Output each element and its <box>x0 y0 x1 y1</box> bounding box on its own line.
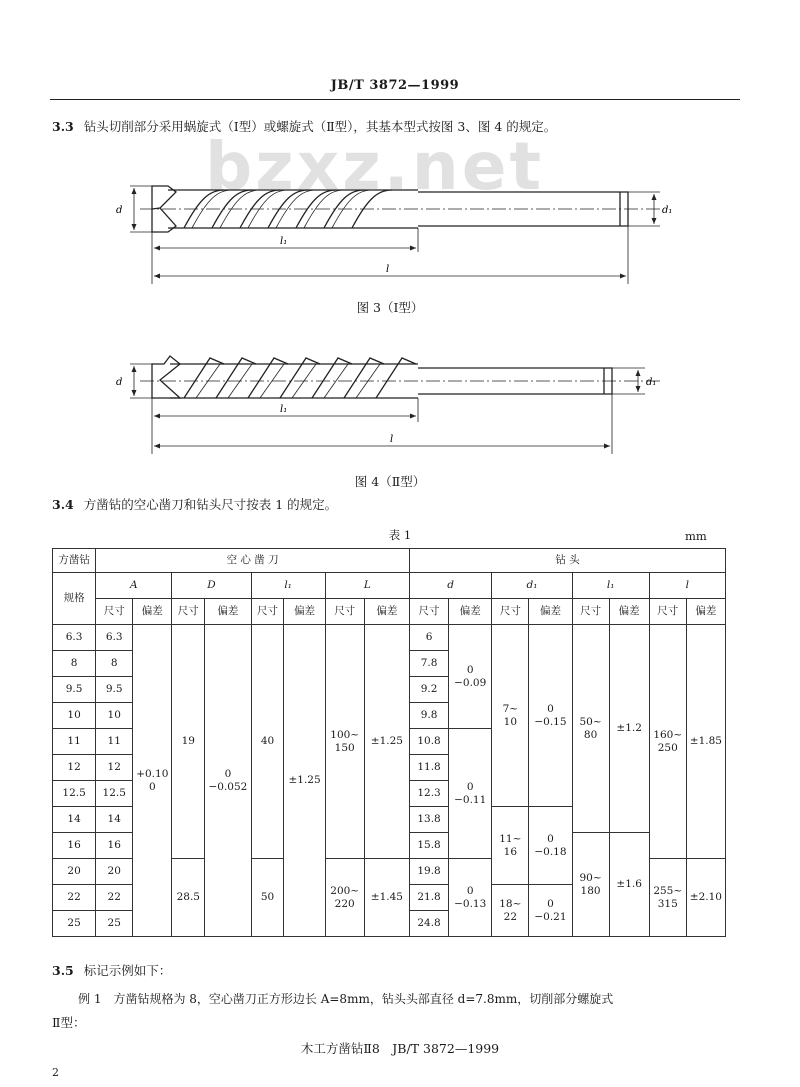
size-header: 尺寸 <box>492 599 529 625</box>
tol-header: 偏差 <box>205 599 251 625</box>
section-number: 3.5 <box>52 963 74 978</box>
l1d-size-cell: 90~ 180 <box>572 833 609 937</box>
param-d1: d₁ <box>492 573 572 599</box>
example-marking: 木工方凿钻Ⅱ8 JB/T 3872—1999 <box>300 1041 500 1056</box>
ld-tol-cell: ±2.10 <box>686 859 725 937</box>
page-header: JB/T 3872—1999 <box>50 78 740 100</box>
fig4-tip-outline <box>152 356 180 398</box>
A-cell: 14 <box>96 807 133 833</box>
fig3-label-l1: l₁ <box>280 236 288 247</box>
spec-cell: 20 <box>53 859 96 885</box>
A-cell: 20 <box>96 859 133 885</box>
tol-header: 偏差 <box>529 599 572 625</box>
spec-cell: 10 <box>53 703 96 729</box>
size-header: 尺寸 <box>572 599 609 625</box>
spec-cell: 12 <box>53 755 96 781</box>
d-tol-cell: 0 −0.11 <box>449 729 492 859</box>
spec-table <box>52 548 726 937</box>
d-cell: 11.8 <box>410 755 449 781</box>
section-text: 标记示例如下： <box>83 963 172 978</box>
d-cell: 10.8 <box>410 729 449 755</box>
L-tol-cell: ±1.45 <box>364 859 409 937</box>
d1-tol-cell: 0 −0.15 <box>529 625 572 807</box>
group-drill: 钻 头 <box>410 549 726 573</box>
l1d-tol-cell: ±1.6 <box>609 833 649 937</box>
A-cell: 12 <box>96 755 133 781</box>
fig4-label-d: d <box>116 377 123 388</box>
A-cell: 10 <box>96 703 133 729</box>
D-tol-cell: 0 −0.052 <box>205 625 251 937</box>
param-d: d <box>410 573 492 599</box>
spec-cell: 12.5 <box>53 781 96 807</box>
d-cell: 15.8 <box>410 833 449 859</box>
example-line-1: 例 1 方凿钻规格为 8，空心凿刀正方形边长 A=8mm，钻头头部直径 d=7.8mm，切削部分螺旋式 <box>78 992 614 1006</box>
D-size-cell: 19 <box>172 625 205 859</box>
section-3-4 <box>52 496 337 514</box>
d-cell: 13.8 <box>410 807 449 833</box>
size-header: 尺寸 <box>96 599 133 625</box>
fig3-label-d1: d₁ <box>662 205 673 216</box>
size-header: 尺寸 <box>410 599 449 625</box>
tol-header: 偏差 <box>686 599 725 625</box>
size-header: 尺寸 <box>172 599 205 625</box>
tol-header: 偏差 <box>449 599 492 625</box>
ld-tol-cell: ±1.85 <box>686 625 725 859</box>
d-cell: 21.8 <box>410 885 449 911</box>
figure-3-caption: 图 3（Ⅰ型） <box>356 300 424 315</box>
table-title: 表 1 <box>388 528 412 542</box>
spec-cell: 9.5 <box>53 677 96 703</box>
ld-size-cell: 160~ 250 <box>649 625 686 859</box>
A-cell: 6.3 <box>96 625 133 651</box>
L-tol-cell: ±1.25 <box>364 625 409 859</box>
d1-tol-cell: 0 −0.21 <box>529 885 572 937</box>
figure-3-drawing <box>100 178 680 290</box>
section-number: 3.4 <box>52 497 74 512</box>
figure-4-caption: 图 4（Ⅱ型） <box>354 474 426 489</box>
spec-cell: 6.3 <box>53 625 96 651</box>
d-cell: 19.8 <box>410 859 449 885</box>
d1-size-cell: 18~ 22 <box>492 885 529 937</box>
param-D: D <box>172 573 251 599</box>
spec-cell: 16 <box>53 833 96 859</box>
param-l: l <box>649 573 725 599</box>
A-cell: 25 <box>96 911 133 937</box>
tol-header: 偏差 <box>609 599 649 625</box>
d-tol-cell: 0 −0.09 <box>449 625 492 729</box>
size-header: 尺寸 <box>325 599 364 625</box>
table-corner: 方凿钻 <box>53 549 96 573</box>
tol-header: 偏差 <box>284 599 325 625</box>
d-cell: 7.8 <box>410 651 449 677</box>
section-text: 钻头切削部分采用蜗旋式（Ⅰ型）或螺旋式（Ⅱ型），其基本型式按图 3、图 4 的规定。 <box>83 119 557 134</box>
d-cell: 6 <box>410 625 449 651</box>
A-cell: 16 <box>96 833 133 859</box>
A-cell: 9.5 <box>96 677 133 703</box>
A-cell: 11 <box>96 729 133 755</box>
d1-size-cell: 7~ 10 <box>492 625 529 807</box>
ld-size-cell: 255~ 315 <box>649 859 686 937</box>
param-l1-chisel: l₁ <box>251 573 325 599</box>
watermark: bzxz.net <box>205 128 545 205</box>
spec-cell: 8 <box>53 651 96 677</box>
tol-header: 偏差 <box>364 599 409 625</box>
fig3-body-outline <box>168 190 418 228</box>
example-line-2: Ⅱ型： <box>52 1015 86 1030</box>
figure-4-drawing <box>100 350 680 462</box>
fig4-label-d1: d₁ <box>646 377 657 388</box>
D-size-cell: 28.5 <box>172 859 205 937</box>
tol-header: 偏差 <box>133 599 172 625</box>
A-cell: 8 <box>96 651 133 677</box>
section-3-3 <box>52 118 556 136</box>
d-cell: 9.2 <box>410 677 449 703</box>
d-tol-cell: 0 −0.13 <box>449 859 492 937</box>
A-cell: 22 <box>96 885 133 911</box>
d1-tol-cell: 0 −0.18 <box>529 807 572 885</box>
group-hollow-chisel: 空 心 凿 刀 <box>96 549 410 573</box>
size-header: 尺寸 <box>649 599 686 625</box>
fig3-label-l: l <box>386 264 390 275</box>
L-size-cell: 200~ 220 <box>325 859 364 937</box>
l1d-size-cell: 50~ 80 <box>572 625 609 833</box>
spec-cell: 14 <box>53 807 96 833</box>
d-cell: 9.8 <box>410 703 449 729</box>
section-number: 3.3 <box>52 119 74 134</box>
A-tol-cell: +0.10 0 <box>133 625 172 937</box>
l1-size-cell: 40 <box>251 625 284 859</box>
fig3-label-d: d <box>116 205 123 216</box>
spec-cell: 25 <box>53 911 96 937</box>
d1-size-cell: 11~ 16 <box>492 807 529 885</box>
page-number: 2 <box>52 1066 59 1079</box>
fig4-label-l1: l₁ <box>280 404 288 415</box>
l1-size-cell: 50 <box>251 859 284 937</box>
param-L: L <box>325 573 409 599</box>
param-l1-drill: l₁ <box>572 573 649 599</box>
spec-cell: 22 <box>53 885 96 911</box>
l1d-tol-cell: ±1.2 <box>609 625 649 833</box>
section-text: 方凿钻的空心凿刀和钻头尺寸按表 1 的规定。 <box>83 497 338 512</box>
size-header: 尺寸 <box>251 599 284 625</box>
A-cell: 12.5 <box>96 781 133 807</box>
L-size-cell: 100~ 150 <box>325 625 364 859</box>
param-A: A <box>96 573 172 599</box>
spec-header: 规格 <box>53 573 96 625</box>
fig4-label-l: l <box>390 434 394 445</box>
section-3-5 <box>52 962 171 980</box>
l1-tol-cell: ±1.25 <box>284 625 325 937</box>
d-cell: 24.8 <box>410 911 449 937</box>
d-cell: 12.3 <box>410 781 449 807</box>
table-unit: mm <box>685 529 707 543</box>
spec-cell: 11 <box>53 729 96 755</box>
